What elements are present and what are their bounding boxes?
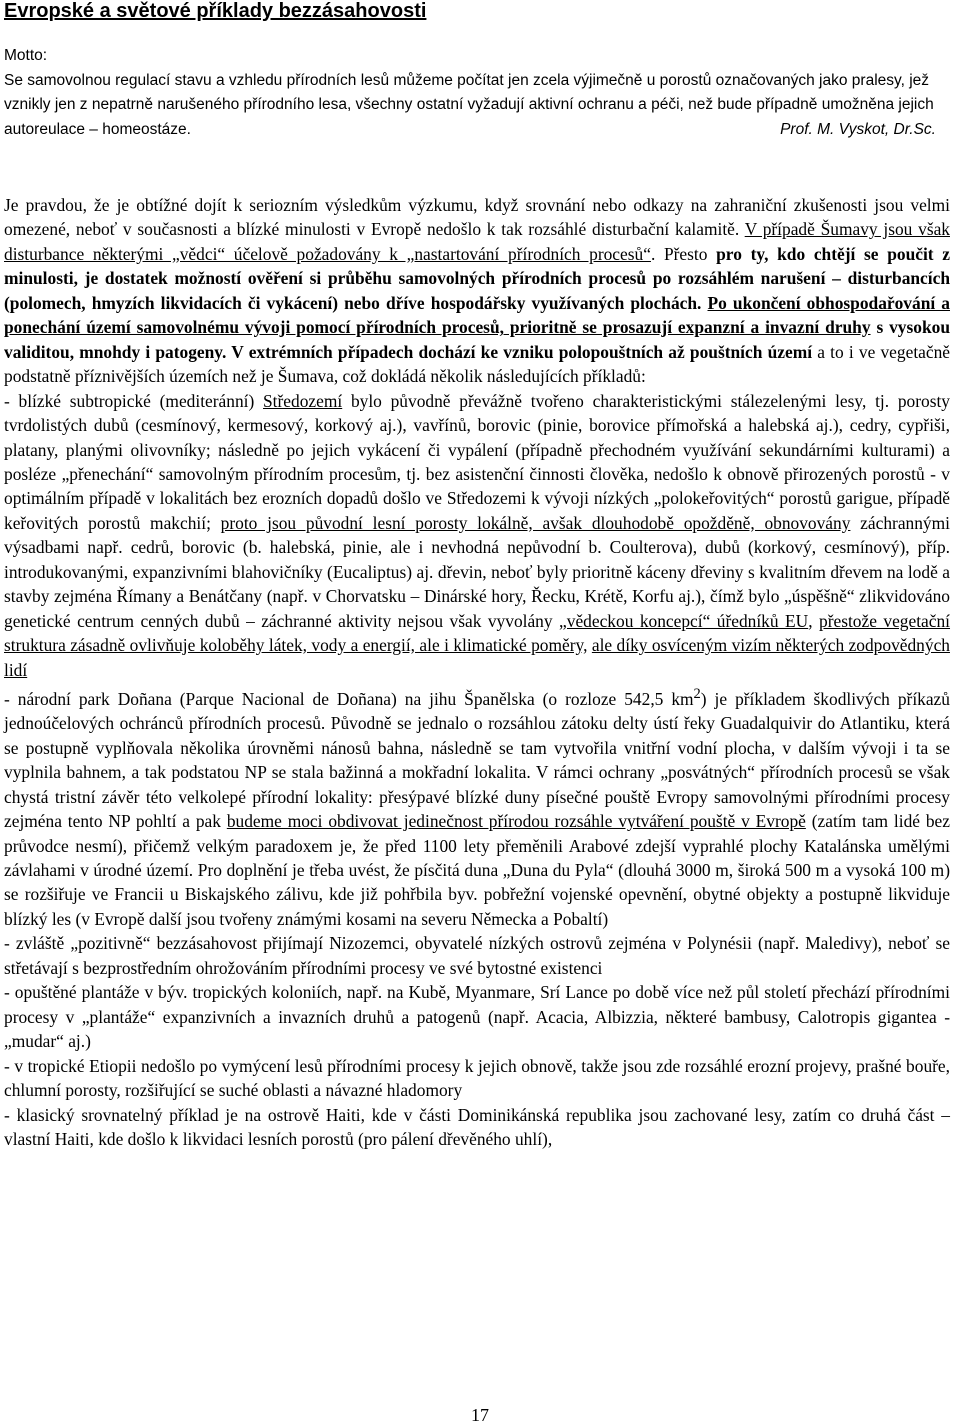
paragraph-netherlands: - zvláště „pozitivně“ bezzásahovost přijímají Nizozemci, obyvatelé nízkých ostrovů zejména v Polynésii (např. Maledivy), neboť se střetávají s bezprostředním ohrožováním přírodními procesy ve své bytostné existenci	[4, 933, 950, 978]
donana-superscript: 2	[693, 686, 701, 703]
paragraph-intro	[4, 193, 950, 389]
paragraph-plantations: - opuštěné plantáže v býv. tropických koloniích, např. na Kubě, Myanmare, Srí Lance po době více než půl století přechází přírodními procesy v „plantáže“ expanzivních a invazních druhů a patogenů (např. Acacia, Albizzia, některé bambusy, Calotropis gigantea - „mudar“ aj.)	[4, 982, 950, 1052]
document-title: Evropské a světové příklady bezzásahovosti	[4, 0, 427, 22]
motto-author: Prof. M. Vyskot, Dr.Sc.	[780, 120, 936, 138]
paragraph-mediterranean	[4, 389, 950, 682]
motto-quote	[4, 69, 952, 143]
donana-underlined: budeme moci obdivovat jedinečnost přírodou rozsáhle vytváření pouště v Evropě	[226, 811, 806, 832]
intro-bold-1: pro ty, kdo chtějí se poučit z minulosti, je dostatek možností ověření si průběhu samovolných přírodních procesů po rozsáhlém narušení – disturbancích (polomech, hmyzích likvidacích či vykácení) nebo dříve hospodářsky využívaných plochách.	[4, 243, 950, 313]
med-underlined-4: ale díky osvíceným vizím některých zodpovědných lidí	[4, 635, 950, 680]
intro-text-2: . Přesto	[650, 243, 717, 264]
intro-bold-2: s vysokou validitou, mnohdy i patogeny. V extrémních případech dochází ke vzniku polopouštních až pouštních území	[4, 317, 951, 362]
intro-underlined-sumava: V případě Šumavy jsou však disturbance některými „vědci“ účelově požadovány k „nastartování přírodních procesů“	[4, 219, 950, 264]
med-underlined-3: přestože vegetační struktura zásadně ovlivňuje koloběhy látek, vody a energií, ale i klimatické poměry,	[4, 610, 951, 656]
med-underlined-2: „vědeckou koncepcí“ úředníků EU	[559, 610, 809, 631]
med-text-3: záchrannými výsadbami např. cedrů, borovic (b. halebská, pinie, ale i nevhodná nepůvodní b. Coulterova), dubů (korkový, cesmínový), příp. introdukovanými, expanzivními blahovičníky (Eucaliptus) aj. dřevin, neboť byly prioritně káceny dřeviny s kvalitním dřevem na lodě a stavby zejména Římany a Benátčany (např. v Chorvatsku – Dinárské hory, Řecku, Krétě, Korfu aj.), čímž bylo „úspěšně“ zlikvidováno genetické centrum cenných dubů – záchranné aktivity nejsou však vyvolány	[4, 512, 950, 631]
med-underlined-1: proto jsou původní lesní porosty lokálně, avšak dlouhodobě opožděně, obnovovány	[220, 512, 851, 533]
page-number: 17	[471, 1405, 489, 1425]
motto-text: Se samovolnou regulací stavu a vzhledu přírodních lesů můžeme počítat jen zcela výjimečně u porostů označovaných jako pralesy, jež vznikly jen z nepatrně narušeného přírodního lesa, všechny ostatní vyžadují aktivní ochranu a péči, než bude případně umožněna jejich autoreulace – homeostáze.	[4, 71, 934, 138]
paragraph-donana	[4, 682, 950, 931]
donana-text-2: ) je příkladem škodlivých příkazů jednoúčelových ochránců přírodních procesů. Původně se jednalo o rozsáhlou zátoku delty ústí řeky Guadalquivir do Atlantiku, která se postupně vyplňovala několika úrovněmi nánosů bahna, následně se tam vytvořila vnitřní vodní plocha, v dalším vývoji i ta se vyplnila bahnem, a tak podstatou NP se stala bažinná a mokřadní lokalita. V rámci ochrany „posvátných“ přírodních procesů se však chystá tristní závěr této velkolepé přírodní lokality: přesýpavé blízké duny písečné pouště Evropy samovolnými přírodními procesy zejména tento NP pohltí a pak	[4, 688, 950, 832]
motto-block	[4, 44, 952, 142]
paragraph-ethiopia: - v tropické Etiopii nedošlo po vymýcení lesů přírodními procesy k jejich obnově, takže jsou zde rozsáhlé erozní projevy, prašné bouře, chlumní porosty, rozšiřující se suché oblasti a návazné hladomory	[4, 1055, 950, 1101]
paragraph-haiti: - klasický srovnatelný příklad je na ostrově Haiti, kde v části Dominikánská republika jsou zachované lesy, zatím co druhá část – vlastní Haiti, kde došlo k likvidaci lesních porostů (pro pálení dřevěného uhlí),	[4, 1104, 950, 1150]
document-body	[4, 193, 950, 1151]
med-text-2: bylo původně převážně tvořeno charakteristickými stálezelenými lesy, tj. porosty tvrdolistých dubů (cesmínový, kermesový, korkový aj.), vavřínů, borovic (pinie, borovice přímořská a halebská aj.), cedry, cypřiši, platany, planými olivovníky; následně po jejich vykácení či vypálení (případně přechodném využívání sekundárními kulturami) a posléze „přenechání“ samovolným přírodním procesům, tj. bez asistenční činnosti člověka, nedošlo k obnově přirozených porostů - v optimálním případě v lokalitách bez erozních dopadů došlo ve Středozemi k vývoji nízkých „polokeřovitých“ porostů garigue, případě keřovitých porostů makchií;	[4, 390, 950, 533]
intro-text-1: Je pravdou, že je obtížné dojít k seriozním výsledkům výzkumu, když srovnání nebo odkazy na zahraniční zkušenosti jsou velmi omezené, neboť v současnosti a blízké minulosti v Evropě nedošlo k tak rozsáhlé disturbační kalamitě.	[4, 195, 950, 240]
intro-text-3: a to i ve vegetačně podstatně příznivějších územích než je Šumava, což dokládá několik následujících příkladů:	[4, 341, 951, 387]
donana-text-3: (zatím tam lidé bez průvodce nesmí), přičemž velkým paradoxem je, že před 1100 lety přeměnili Arabové zdejší vyprahlé plochy Katalánska umělými závlahami v úrodné území. Pro doplnění je třeba uvést, že písčitá duna „Duna du Pyla“ (dlouhá 3000 m, široká 500 m a vysoká 100 m) se rozšiřuje ve Francii u Biskajského zálivu, kde již pohřbila byv. pobřežní vojenské opevnění, obytné objekty a postupně likviduje blízký les (v Evropě další jsou tvořeny známými kosami na severu Německa a Pobaltí)	[4, 811, 950, 929]
motto-label: Motto:	[4, 47, 48, 64]
med-text-1: - blízké subtropické (mediteránní)	[4, 390, 264, 411]
donana-text-1: - národní park Doñana (Parque Nacional de Doñana) na jihu Španělska (o rozloze 542,5 km	[4, 688, 694, 709]
med-underlined-stredozemi: Středozemí	[263, 390, 343, 411]
intro-bold-underlined: Po ukončení obhospodařování a ponechání území samovolnému vývoji pomocí přírodních procesů, prioritně se prosazují expanzní a invazní druhy	[4, 292, 950, 338]
med-text-4: ,	[808, 610, 819, 631]
